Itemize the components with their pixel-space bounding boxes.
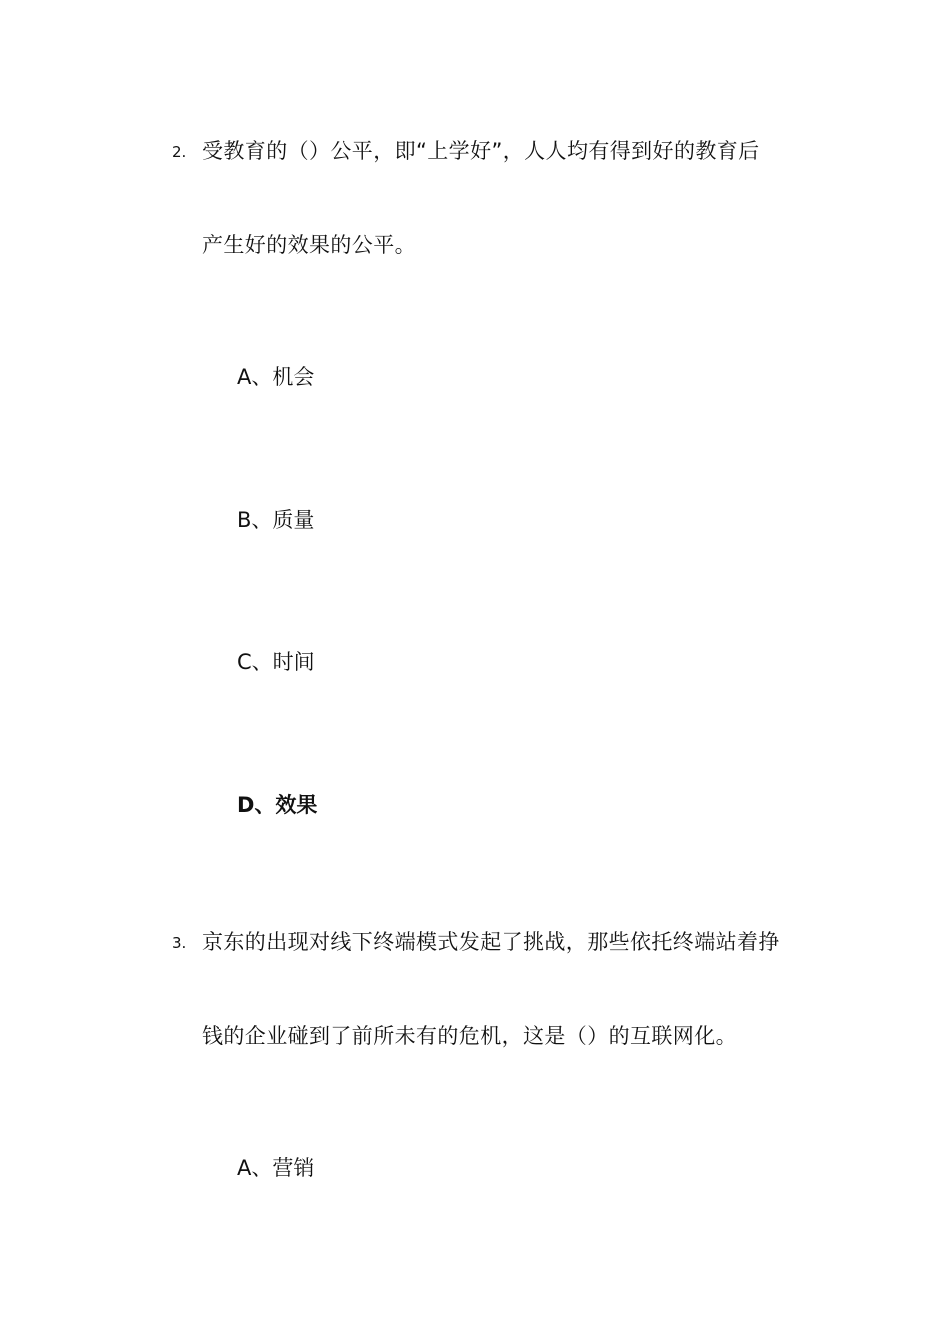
question-number: 2. [172,143,187,161]
question-text-line-2: 产生好的效果的公平。 [202,233,416,257]
question-number: 3. [172,934,187,952]
option-a[interactable]: A、营销 [237,1156,315,1180]
option-d-selected[interactable]: D、效果 [237,793,318,817]
question-text-line-1: 受教育的（）公平，即“上学好”，人人均有得到好的教育后 [202,139,760,163]
option-a[interactable]: A、机会 [237,365,315,389]
question-text-line-1: 京东的出现对线下终端模式发起了挑战，那些依托终端站着挣 [202,930,780,954]
option-c[interactable]: C、时间 [237,650,315,674]
option-b[interactable]: B、质量 [237,508,315,532]
question-text-line-2: 钱的企业碰到了前所未有的危机，这是（）的互联网化。 [202,1024,737,1048]
